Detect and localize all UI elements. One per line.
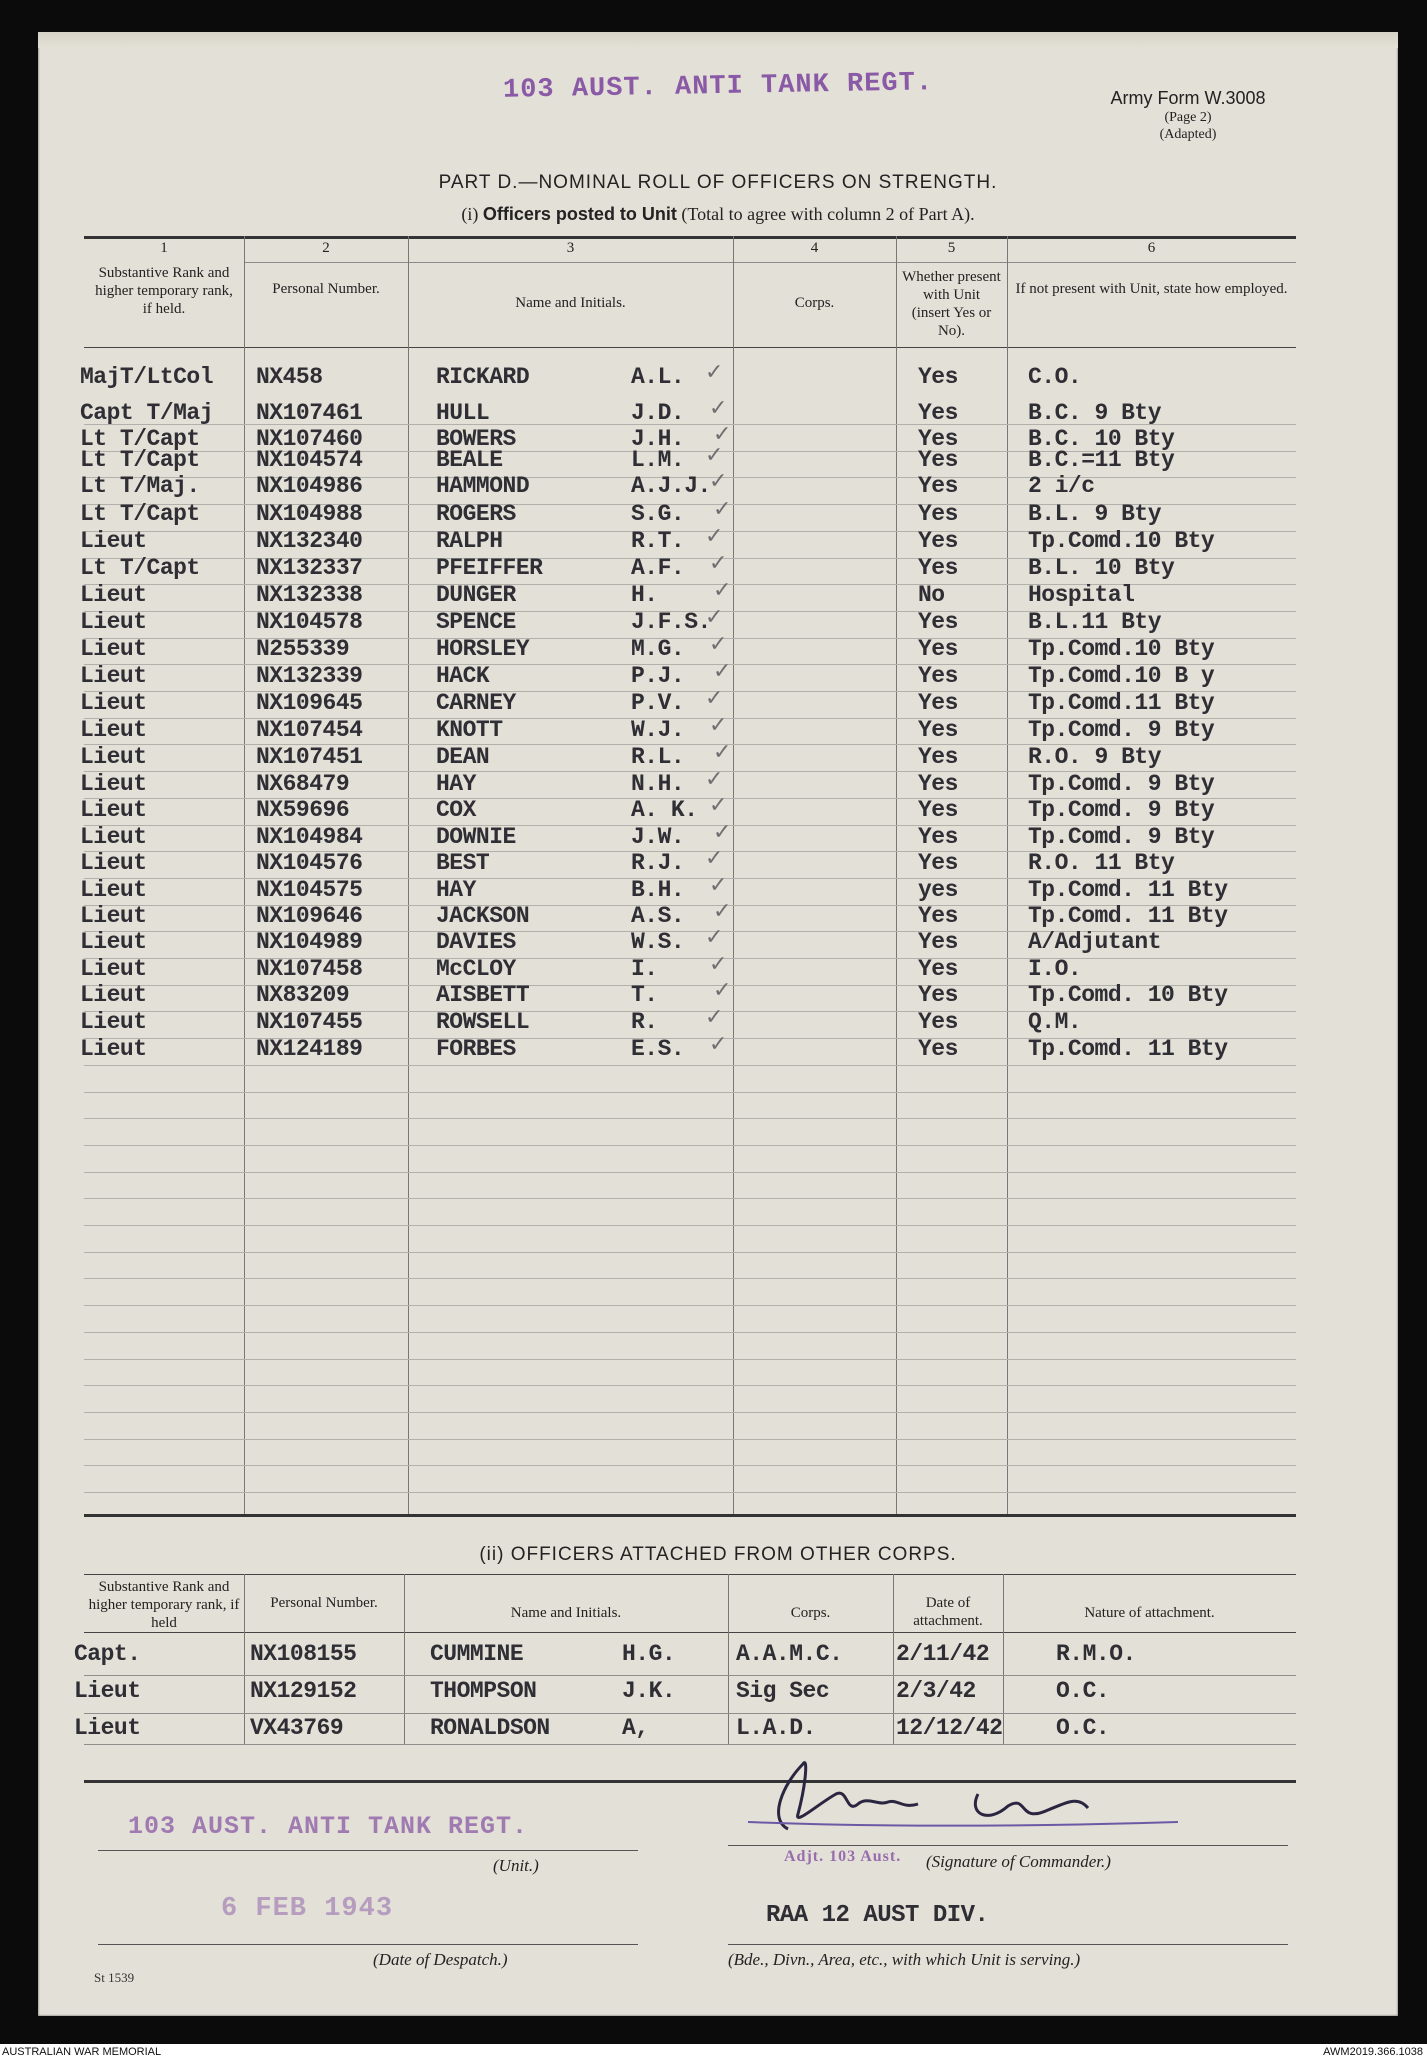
table-row-initials: A.J.J.	[631, 473, 711, 499]
column-header: Corps.	[794, 295, 835, 311]
table-row-name: BOWERS	[436, 426, 516, 452]
table-row-employed: B.C. 10 Bty	[1028, 426, 1175, 452]
table-row-number: NX109645	[256, 690, 363, 716]
table-row-employed: Q.M.	[1028, 1009, 1082, 1035]
unit-label: (Unit.)	[493, 1856, 539, 1875]
table-row-name: McCLOY	[436, 956, 516, 982]
table-row-rank: Lieut	[80, 903, 147, 929]
table-row-number: NX83209	[256, 982, 350, 1008]
attached-row-initials: A,	[622, 1715, 649, 1741]
table-row-number: NX104984	[256, 824, 363, 850]
table-row-name: RICKARD	[436, 364, 530, 390]
unit-stamp-top: 103 AUST. ANTI TANK REGT.	[502, 68, 934, 106]
table-row-present: Yes	[918, 903, 958, 929]
column-header: Nature of attachment.	[1084, 1605, 1215, 1621]
column-header: Personal Number.	[272, 281, 380, 297]
table-row-rank: Lieut	[80, 690, 147, 716]
table-row-rank: Lieut	[80, 528, 147, 554]
checkmark-icon: ✓	[705, 767, 724, 792]
table-row-employed: Tp.Comd.11 Bty	[1028, 690, 1215, 716]
table-row-employed: B.C. 9 Bty	[1028, 400, 1162, 426]
table-row-number: NX107454	[256, 717, 363, 743]
form-code: St 1539	[94, 1970, 135, 1985]
table-row-number: NX104575	[256, 877, 363, 903]
table-row-rank: Lt T/Capt	[80, 555, 200, 581]
checkmark-icon: ✓	[713, 740, 732, 765]
checkmark-icon: ✓	[705, 925, 724, 950]
table-row-initials: W.J.	[631, 717, 685, 743]
table-row-initials: A. K.	[631, 797, 698, 823]
table-row-number: N255339	[256, 636, 350, 662]
table-row-present: Yes	[918, 1009, 958, 1035]
table-row-present: Yes	[918, 824, 958, 850]
table-row-name: KNOTT	[436, 717, 503, 743]
table-row-number: NX107461	[256, 400, 363, 426]
table-row-initials: W.S.	[631, 929, 685, 955]
table-row-name: AISBETT	[436, 982, 530, 1008]
checkmark-icon: ✓	[705, 846, 724, 871]
table-row-rank: Lt T/Maj.	[80, 473, 200, 499]
table-row-present: Yes	[918, 400, 958, 426]
attached-row-nature: O.C.	[1056, 1678, 1110, 1704]
table-row-initials: P.J.	[631, 663, 685, 689]
table-row-employed: C.O.	[1028, 364, 1082, 390]
table-row-number: NX107460	[256, 426, 363, 452]
column-header: Substantive Rank and higher temporary rank, if held.	[95, 265, 233, 317]
table-row-employed: Tp.Comd. 9 Bty	[1028, 717, 1215, 743]
table-row-initials: R.T.	[631, 528, 685, 554]
form-page: (Page 2)	[1164, 110, 1212, 125]
attached-row-number: NX108155	[250, 1641, 357, 1667]
attached-row-name: THOMPSON	[430, 1678, 537, 1704]
table-row-initials: A.L.	[631, 364, 685, 390]
attached-row-date: 2/11/42	[896, 1641, 990, 1667]
table-row-initials: A.F.	[631, 555, 685, 581]
table-row-name: BEST	[436, 850, 490, 876]
table-row-number: NX107455	[256, 1009, 363, 1035]
table-row-present: Yes	[918, 663, 958, 689]
date-label: (Date of Despatch.)	[373, 1950, 508, 1969]
table-row-employed: Tp.Comd.10 B y	[1028, 663, 1215, 689]
checkmark-icon: ✓	[713, 978, 732, 1003]
table-row-rank: Lt T/Capt	[80, 447, 200, 473]
table-row-rank: Lt T/Capt	[80, 501, 200, 527]
checkmark-icon: ✓	[709, 632, 728, 657]
attached-row-corps: Sig Sec	[736, 1678, 830, 1704]
table-row-name: DUNGER	[436, 582, 516, 608]
checkmark-icon: ✓	[705, 443, 724, 468]
table-row-initials: B.H.	[631, 877, 685, 903]
table-row-rank: Lieut	[80, 850, 147, 876]
attached-row-nature: O.C.	[1056, 1715, 1110, 1741]
table-row-rank: Lieut	[80, 956, 147, 982]
table-row-employed: Tp.Comd. 11 Bty	[1028, 877, 1228, 903]
archive-id: AWM2019.366.1038	[1323, 2046, 1423, 2058]
table-row-initials: R.	[631, 1009, 658, 1035]
table-row-present: No	[918, 582, 945, 608]
table-row-rank: Lieut	[80, 744, 147, 770]
attached-row-name: RONALDSON	[430, 1715, 550, 1741]
table-row-rank: Lt T/Capt	[80, 426, 200, 452]
column-header: Name and Initials.	[515, 295, 626, 311]
column-header: Personal Number.	[270, 1595, 378, 1611]
part-title: PART D.—NOMINAL ROLL OF OFFICERS ON STRENGTH.	[438, 172, 998, 193]
division-label: (Bde., Divn., Area, etc., with which Unit is serving.)	[728, 1950, 1081, 1969]
table-row-name: CARNEY	[436, 690, 516, 716]
table-row-employed: B.L. 10 Bty	[1028, 555, 1175, 581]
table-row-initials: T.	[631, 982, 658, 1008]
table-row-initials: S.G.	[631, 501, 685, 527]
table-row-number: NX104574	[256, 447, 363, 473]
column-number: 5	[947, 240, 956, 256]
table-row-initials: J.H.	[631, 426, 685, 452]
table-row-name: ROWSELL	[436, 1009, 530, 1035]
table-row-rank: Lieut	[80, 1009, 147, 1035]
table-row-number: NX107451	[256, 744, 363, 770]
column-number: 2	[322, 240, 330, 256]
attached-row-number: VX43769	[250, 1715, 344, 1741]
table-row-name: DEAN	[436, 744, 490, 770]
table-row-employed: Hospital	[1028, 582, 1135, 608]
table-row-employed: Tp.Comd. 10 Bty	[1028, 982, 1228, 1008]
checkmark-icon: ✓	[709, 469, 728, 494]
table-row-number: NX104576	[256, 850, 363, 876]
table-row-present: Yes	[918, 771, 958, 797]
table-row-present: Yes	[918, 501, 958, 527]
table-row-employed: Tp.Comd. 9 Bty	[1028, 797, 1215, 823]
table-row-rank: Lieut	[80, 663, 147, 689]
table-row-rank: Lieut	[80, 797, 147, 823]
table-row-rank: Lieut	[80, 717, 147, 743]
checkmark-icon: ✓	[709, 713, 728, 738]
table-row-rank: Capt T/Maj	[80, 400, 214, 426]
column-header: Whether present with Unit (insert Yes or No).	[902, 269, 1001, 339]
column-number: 1	[160, 240, 168, 256]
table-row-number: NX124189	[256, 1036, 363, 1062]
adjutant-stamp: Adjt. 103 Aust.	[784, 1848, 902, 1865]
table-row-initials: N.H.	[631, 771, 685, 797]
attached-title: (ii) OFFICERS ATTACHED FROM OTHER CORPS.	[479, 1544, 957, 1565]
table-row-employed: Tp.Comd.10 Bty	[1028, 528, 1215, 554]
table-row-initials: E.S.	[631, 1036, 685, 1062]
attached-row-rank: Lieut	[74, 1715, 141, 1741]
table-row-number: NX132337	[256, 555, 363, 581]
column-header: If not present with Unit, state how employed.	[1015, 281, 1288, 297]
table-row-rank: Lieut	[80, 877, 147, 903]
checkmark-icon: ✓	[713, 899, 732, 924]
subtitle-rest: (Total to agree with column 2 of Part A).	[681, 204, 975, 224]
attached-row-corps: A.A.M.C.	[736, 1641, 843, 1667]
form-adapted: (Adapted)	[1159, 127, 1217, 142]
checkmark-icon: ✓	[713, 820, 732, 845]
checkmark-icon: ✓	[709, 551, 728, 576]
table-row-present: Yes	[918, 555, 958, 581]
table-row-present: Yes	[918, 850, 958, 876]
table-row-number: NX104986	[256, 473, 363, 499]
table-row-rank: Lieut	[80, 929, 147, 955]
column-number: 6	[1147, 240, 1156, 256]
checkmark-icon: ✓	[709, 793, 728, 818]
table-row-initials: P.V.	[631, 690, 685, 716]
table-row-name: JACKSON	[436, 903, 530, 929]
table-row-initials: L.M.	[631, 447, 685, 473]
table-row-employed: B.L. 9 Bty	[1028, 501, 1162, 527]
table-row-name: HAY	[436, 771, 476, 797]
table-row-employed: B.C.=11 Bty	[1028, 447, 1175, 473]
table-row-present: Yes	[918, 447, 958, 473]
table-row-initials: M.G.	[631, 636, 685, 662]
table-row-number: NX109646	[256, 903, 363, 929]
checkmark-icon: ✓	[705, 1005, 724, 1030]
part-subtitle	[38, 204, 1398, 225]
table-row-rank: Lieut	[80, 771, 147, 797]
table-row-present: Yes	[918, 797, 958, 823]
document-page	[38, 32, 1398, 2016]
table-row-name: BEALE	[436, 447, 503, 473]
attached-row-initials: H.G.	[622, 1641, 676, 1667]
table-row-rank: Lieut	[80, 582, 147, 608]
checkmark-icon: ✓	[705, 686, 724, 711]
table-row-initials: H.	[631, 582, 658, 608]
table-row-name: RALPH	[436, 528, 503, 554]
table-row-employed: Tp.Comd. 11 Bty	[1028, 1036, 1228, 1062]
attached-row-name: CUMMINE	[430, 1641, 524, 1667]
checkmark-icon: ✓	[709, 396, 728, 421]
table-row-employed: Tp.Comd. 9 Bty	[1028, 824, 1215, 850]
table-row-number: NX59696	[256, 797, 350, 823]
table-row-present: Yes	[918, 528, 958, 554]
table-row-number: NX107458	[256, 956, 363, 982]
table-row-initials: A.S.	[631, 903, 685, 929]
table-row-name: HORSLEY	[436, 636, 530, 662]
table-row-employed: B.L.11 Bty	[1028, 609, 1162, 635]
table-row-name: COX	[436, 797, 476, 823]
attached-row-nature: R.M.O.	[1056, 1641, 1136, 1667]
table-row-rank: Lieut	[80, 824, 147, 850]
attached-row-corps: L.A.D.	[736, 1715, 816, 1741]
table-row-employed: Tp.Comd.10 Bty	[1028, 636, 1215, 662]
table-row-initials: R.L.	[631, 744, 685, 770]
attached-row-rank: Lieut	[74, 1678, 141, 1704]
table-row-present: Yes	[918, 426, 958, 452]
attached-row-rank: Capt.	[74, 1641, 141, 1667]
table-row-name: HAMMOND	[436, 473, 530, 499]
column-header: Corps.	[790, 1605, 831, 1621]
table-row-present: Yes	[918, 744, 958, 770]
checkmark-icon: ✓	[705, 605, 724, 630]
table-row-rank: Lieut	[80, 982, 147, 1008]
table-row-present: Yes	[918, 982, 958, 1008]
table-row-number: NX104988	[256, 501, 363, 527]
table-row-rank: Lieut	[80, 1036, 147, 1062]
table-row-present: Yes	[918, 609, 958, 635]
signature-label: (Signature of Commander.)	[926, 1852, 1111, 1871]
table-row-present: Yes	[918, 636, 958, 662]
table-row-present: Yes	[918, 1036, 958, 1062]
table-row-initials: R.J.	[631, 850, 685, 876]
table-row-name: HAY	[436, 877, 476, 903]
checkmark-icon: ✓	[713, 659, 732, 684]
attached-row-number: NX129152	[250, 1678, 357, 1704]
attached-row-date: 12/12/42	[896, 1715, 1003, 1741]
table-row-present: Yes	[918, 690, 958, 716]
table-row-name: FORBES	[436, 1036, 516, 1062]
table-row-employed: R.O. 11 Bty	[1028, 850, 1175, 876]
table-row-number: NX132339	[256, 663, 363, 689]
column-header: Substantive Rank and higher temporary rank, if held	[88, 1579, 240, 1631]
table-row-employed: Tp.Comd. 9 Bty	[1028, 771, 1215, 797]
table-row-initials: J.F.S.	[631, 609, 711, 635]
checkmark-icon: ✓	[705, 360, 724, 385]
table-row-number: NX132338	[256, 582, 363, 608]
attached-row-initials: J.K.	[622, 1678, 676, 1704]
attached-row-date: 2/3/42	[896, 1678, 976, 1704]
table-row-present: Yes	[918, 929, 958, 955]
table-row-number: NX68479	[256, 771, 350, 797]
column-header: Name and Initials.	[510, 1605, 622, 1621]
date-stamp: 6 FEB 1943	[221, 1894, 394, 1924]
commander-signature	[728, 1744, 1188, 1844]
table-row-name: PFEIFFER	[436, 555, 543, 581]
division-text: RAA 12 AUST DIV.	[766, 1902, 989, 1929]
checkmark-icon: ✓	[713, 578, 732, 603]
table-row-employed: A/Adjutant	[1028, 929, 1162, 955]
table-row-employed: I.O.	[1028, 956, 1082, 982]
table-row-name: DAVIES	[436, 929, 516, 955]
table-row-present: yes	[918, 877, 958, 903]
unit-stamp-footer: 103 AUST. ANTI TANK REGT.	[128, 1812, 529, 1841]
archive-name: AUSTRALIAN WAR MEMORIAL	[2, 2046, 162, 2058]
checkmark-icon: ✓	[713, 497, 732, 522]
table-row-rank: MajT/LtCol	[80, 364, 214, 390]
checkmark-icon: ✓	[709, 952, 728, 977]
table-row-number: NX104989	[256, 929, 363, 955]
table-row-initials: J.W.	[631, 824, 685, 850]
subtitle-bold: Officers posted to Unit	[482, 204, 677, 224]
table-row-present: Yes	[918, 364, 958, 390]
archive-bar	[0, 2044, 1427, 2061]
table-row-rank: Lieut	[80, 609, 147, 635]
checkmark-icon: ✓	[709, 1032, 728, 1057]
checkmark-icon: ✓	[709, 873, 728, 898]
column-number: 3	[566, 240, 575, 256]
table-row-present: Yes	[918, 717, 958, 743]
table-row-present: Yes	[918, 473, 958, 499]
table-row-name: HACK	[436, 663, 490, 689]
checkmark-icon: ✓	[713, 422, 732, 447]
table-row-employed: Tp.Comd. 11 Bty	[1028, 903, 1228, 929]
table-row-initials: J.D.	[631, 400, 685, 426]
table-row-initials: I.	[631, 956, 658, 982]
column-number: 4	[810, 240, 819, 256]
table-row-name: HULL	[436, 400, 490, 426]
table-row-employed: 2 i/c	[1028, 473, 1095, 499]
table-row-rank: Lieut	[80, 636, 147, 662]
form-number: Army Form W.3008	[1110, 88, 1266, 108]
column-header: Date of attachment.	[913, 1595, 983, 1629]
checkmark-icon: ✓	[705, 524, 724, 549]
table-row-number: NX132340	[256, 528, 363, 554]
table-row-number: NX458	[256, 364, 323, 390]
subtitle-prefix: (i)	[461, 204, 479, 224]
table-row-name: DOWNIE	[436, 824, 516, 850]
table-row-number: NX104578	[256, 609, 363, 635]
table-row-name: SPENCE	[436, 609, 516, 635]
table-row-employed: R.O. 9 Bty	[1028, 744, 1162, 770]
table-row-name: ROGERS	[436, 501, 516, 527]
table-row-present: Yes	[918, 956, 958, 982]
